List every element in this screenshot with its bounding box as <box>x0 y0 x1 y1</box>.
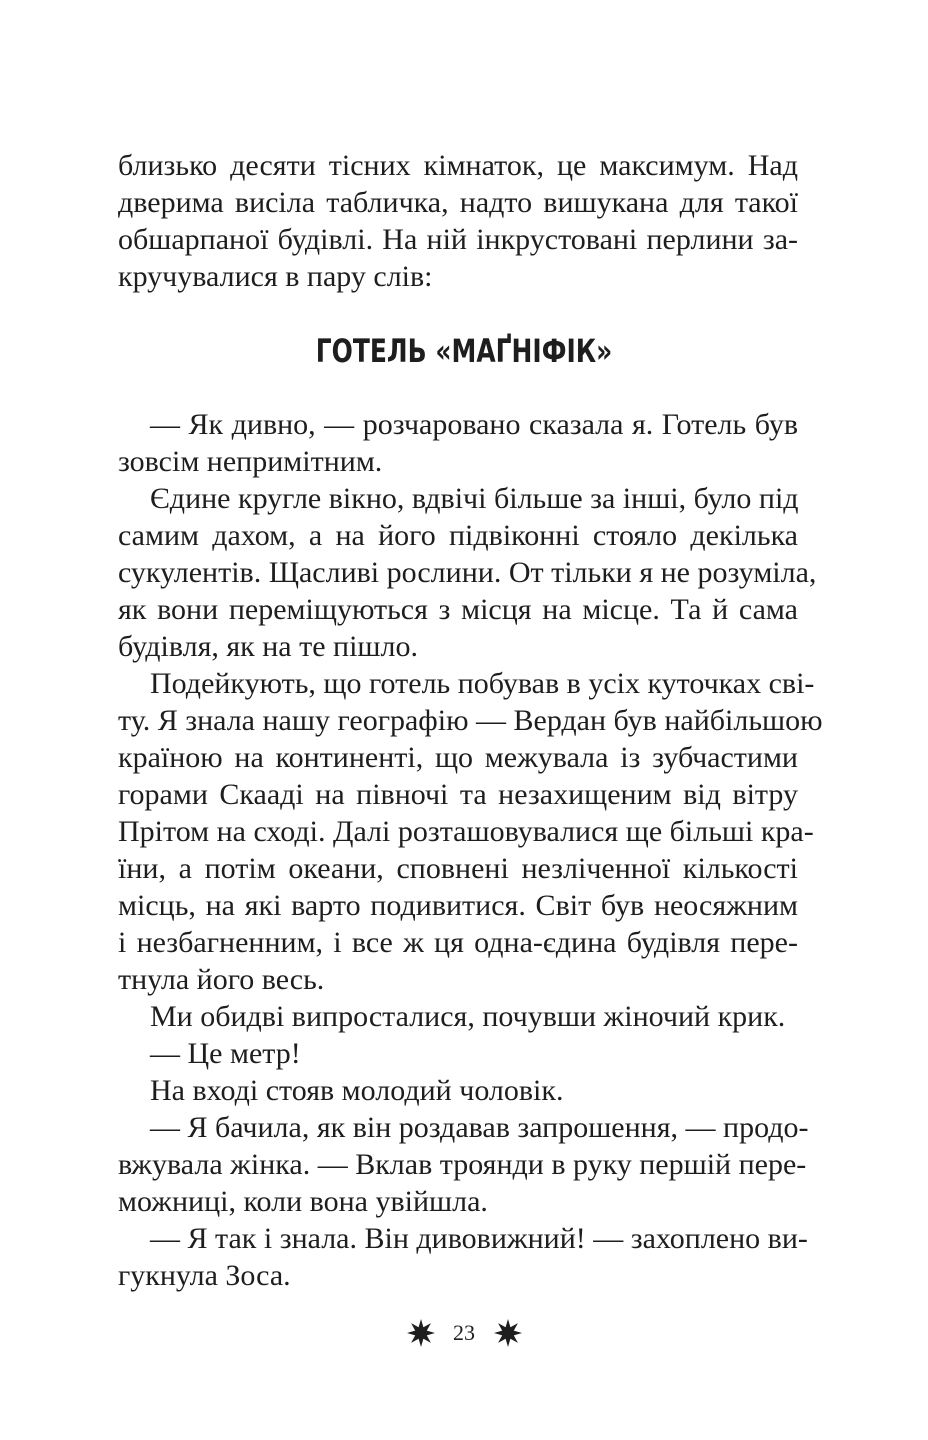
text-line: їни, а потім океани, сповнені незліченної кількості <box>118 852 798 885</box>
text-line: країною на континенті, що межувала із зубчастими <box>118 741 798 774</box>
text-line: На вході стояв молодий чоловік. <box>150 1074 564 1107</box>
text-line: можниці, коли вона увійшла. <box>118 1185 488 1218</box>
main-text <box>118 406 823 1294</box>
text-line: самим дахом, а на його підвіконні стояло декілька <box>118 519 798 552</box>
text-line: — Я так і знала. Він дивовижний! — захоплено ви- <box>150 1222 808 1255</box>
text-line: Ми обидві випросталися, почувши жіночий крик. <box>150 1000 786 1033</box>
text-line: близько десяти тісних кімнаток, це максимум. Над <box>118 149 798 182</box>
text-line: тнула його весь. <box>118 963 325 996</box>
text-line: вжувала жінка. — Вклав троянди в руку першій пере- <box>118 1148 807 1181</box>
sign-heading: ГОТЕЛЬ «МАҐНІФІК» <box>315 332 613 370</box>
text-line: сукулентів. Щасливі рослини. От тільки я не розуміла, <box>118 556 817 589</box>
text-line: Єдине кругле вікно, вдвічі більше за інші, було під <box>150 482 799 515</box>
text-line: кручувалися в пару слів: <box>118 260 433 293</box>
text-line: Прітом на сході. Далі розташовувалися ще більші кра- <box>118 815 814 848</box>
text-line: — Як дивно, — розчаровано сказала я. Готель був <box>150 408 798 441</box>
text-line: обшарпаної будівлі. На ній інкрустовані перлини за- <box>118 223 798 256</box>
text-line: — Я бачила, як він роздавав запрошення, — продо- <box>150 1111 809 1144</box>
text-line: місць, на які варто подивитися. Світ був неосяжним <box>118 889 798 922</box>
text-line: як вони переміщуються з місця на місце. Та й сама <box>118 593 798 626</box>
page-footer <box>0 1316 928 1348</box>
eight-point-star-icon <box>493 1318 523 1348</box>
text-line: Подейкують, що готель побував в усіх куточках сві- <box>150 667 815 700</box>
text-line: будівля, як на те пішло. <box>118 630 418 663</box>
page-number: 23 <box>453 1319 475 1345</box>
text-line: і незбагненним, і все ж ця одна-єдина будівля пере- <box>118 926 798 959</box>
text-line: дверима висіла табличка, надто вишукана для такої <box>118 186 798 219</box>
text-line: — Це метр! <box>150 1037 301 1070</box>
text-line: гукнула Зоса. <box>118 1259 291 1292</box>
eight-point-star-icon <box>406 1318 436 1348</box>
text-line: горами Скааді на півночі та незахищеним від вітру <box>118 778 798 811</box>
text-line: зовсім непримітним. <box>118 445 383 478</box>
top-paragraph <box>118 147 798 295</box>
text-line: ту. Я знала нашу географію — Вердан був найбільшою <box>118 704 823 737</box>
